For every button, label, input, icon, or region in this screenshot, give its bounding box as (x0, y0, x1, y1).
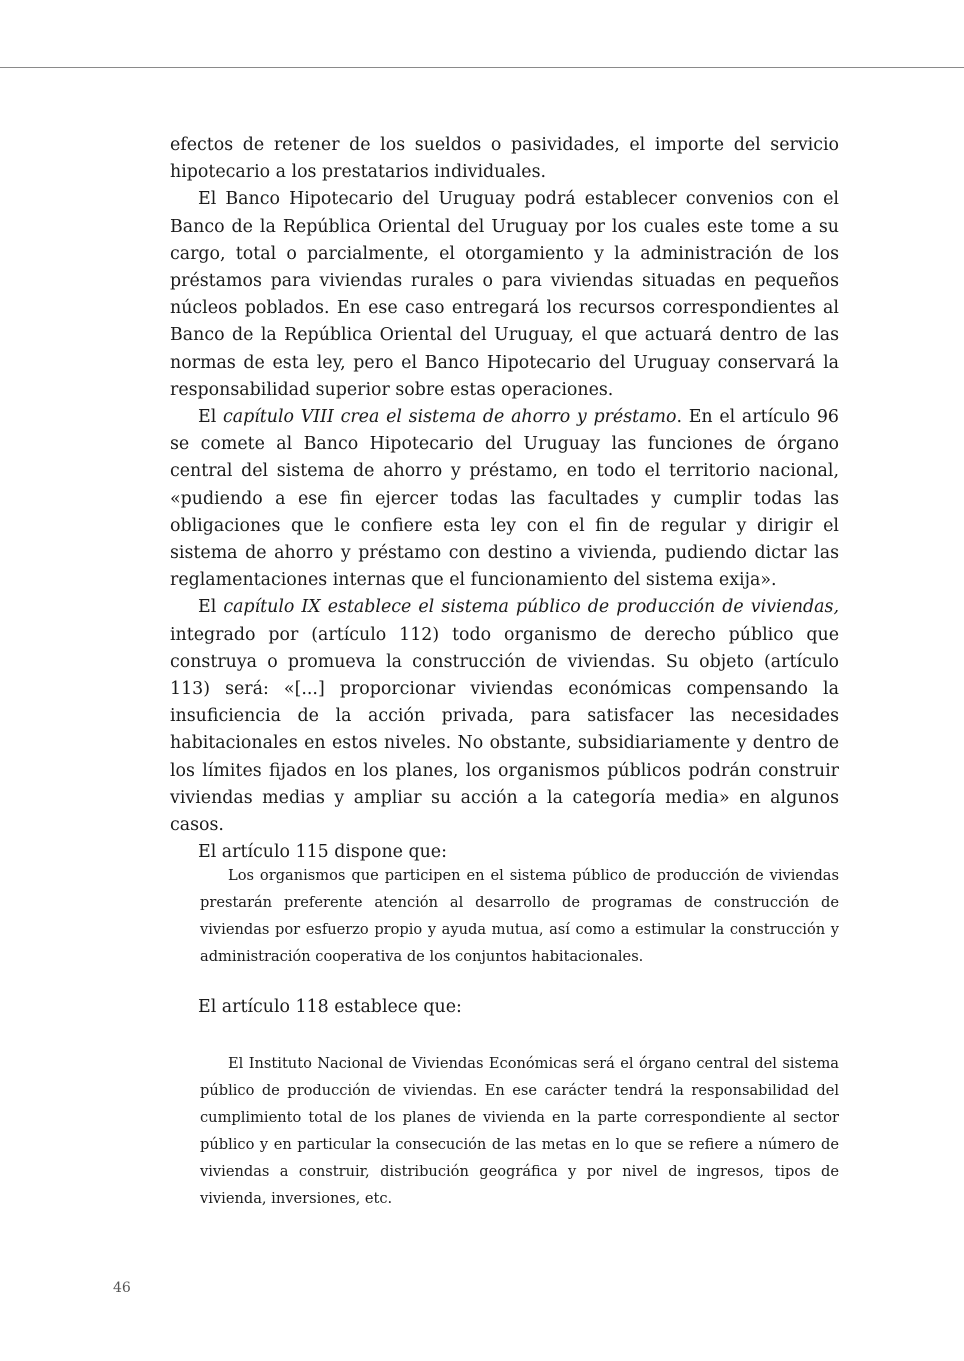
paragraph-3-lead: El (198, 407, 223, 428)
lead-paragraph-article-118: El artículo 118 establece que: (198, 997, 462, 1017)
paragraph-4-lead: El (198, 597, 224, 618)
page-number: 46 (113, 1280, 131, 1296)
header-rule (0, 67, 964, 68)
paragraph-3 (170, 404, 839, 594)
block-quote-2 (200, 1050, 839, 1213)
paragraph-3-italic: capítulo VIII crea el sistema de ahorro y préstamo (222, 407, 677, 428)
paragraph-2: El Banco Hipotecario del Uruguay podrá establecer convenios con el Banco de la República Oriental del Uruguay por los cuales este tome a su cargo, total o parcialmente, el otorgamiento y la administración de los préstamos para viviendas rurales o para viviendas situadas en pequeños núcleos poblados. En ese caso entregará los recursos correspondientes al Banco de la República Oriental del Uruguay, el que actuará dentro de las normas de esta ley, pero el Banco Hipotecario del Uruguay conservará la responsabilidad superior sobre estas operaciones. (170, 189, 839, 400)
paragraph-4-rest: integrado por (artículo 112) todo organismo de derecho público que construya o promueva la construcción de viviendas. Su objeto (artículo 113) será: «[...] proporcionar viviendas económicas compensando la insuficiencia de la acción privada, para satisfacer las necesidades habitacionales en estos niveles. No obstante, subsidiariamente y dentro de los límites fijados en los planes, los organismos públicos podrán construir viviendas medias y ampliar su acción a la categoría media» en algunos casos. (170, 624, 839, 836)
paragraph-1: efectos de retener de los sueldos o pasividades, el importe del servicio hipotecario a los prestatarios individuales. (170, 135, 839, 183)
quote-2-text: El Instituto Nacional de Viviendas Económicas será el órgano central del sistema público de producción de viviendas. En ese carácter tendrá la responsabilidad del cumplimiento total de los planes de vivienda en la parte correspondiente al sector público y en particular la consecución de las metas en lo que se refiere a número de viviendas a construir, distribución geográfica y por nivel de ingresos, tipos de vivienda, inversiones, etc. (200, 1055, 839, 1208)
paragraph-4-italic: capítulo IX establece el sistema público de producción de viviendas, (223, 597, 839, 618)
paragraph-3-rest: . En el artículo 96 se comete al Banco Hipotecario del Uruguay las funciones de órgano central del sistema de ahorro y préstamo, en todo el territorio nacional, «pudiendo a ese fin ejercer todas las facultades y cumplir todas las obligaciones que le confiere esta ley con el fin de regular y dirigir el sistema de ahorro y préstamo con destino a vivienda, pudiendo dictar las reglamentaciones internas que el funcionamiento del sistema exija». (170, 407, 839, 591)
paragraph-5: El artículo 115 dispone que: (198, 842, 447, 863)
paragraph-4 (170, 594, 839, 839)
quote-1-text: Los organismos que participen en el sistema público de producción de viviendas prestarán preferente atención al desarrollo de programas de construcción de viviendas por esfuerzo propio y ayuda mutua, así como a estimular la construcción y administración cooperativa de los conjuntos habitacionales. (200, 867, 839, 966)
body-text (170, 132, 839, 866)
block-quote-1 (200, 862, 839, 970)
